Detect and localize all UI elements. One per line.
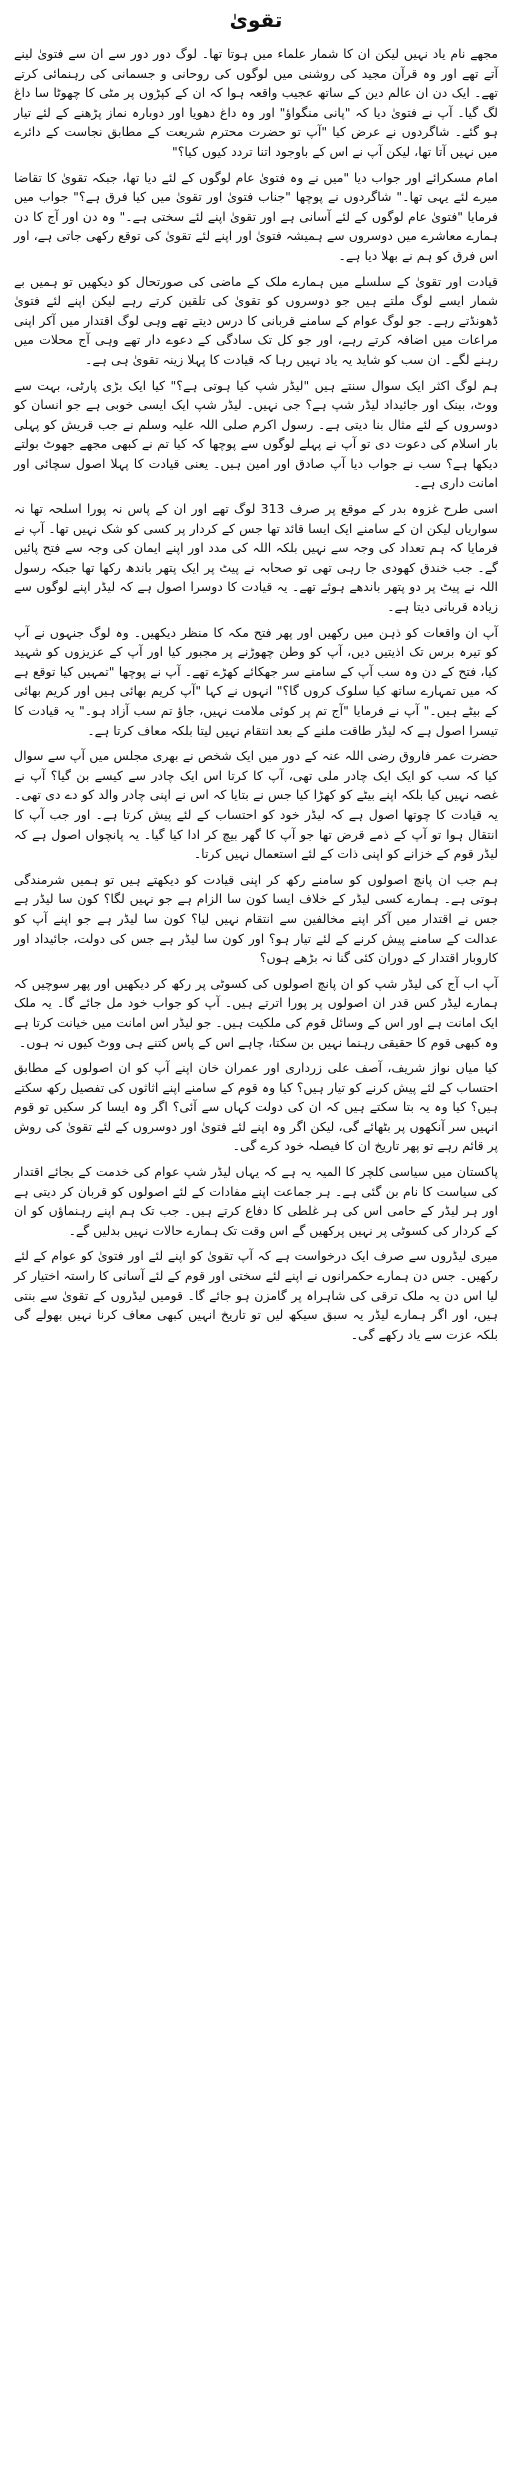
article-paragraph: قیادت اور تقویٰ کے سلسلے میں ہمارے ملک کے ماضی کی صورتحال کو دیکھیں تو ہمیں بے شمار ایسے لوگ ملتے ہیں جو دوسروں کو تقویٰ کی تلقین کرتے رہے لیکن اپنے لئے فتویٰ ڈھونڈتے رہے۔ جو لوگ عوام کے سامنے قربانی کا درس دیتے تھے وہی لوگ اقتدار میں آکر اپنی مراعات میں اضافہ کرتے رہے، اور جو کل تک سادگی کے دعوے دار تھے وہی آج محلات میں رہنے لگے۔ ان سب کو شاید یہ یاد نہیں رہا کہ قیادت کا پہلا زینہ تقویٰ ہی ہے۔: [14, 273, 498, 367]
article-paragraph: میری لیڈروں سے صرف ایک درخواست ہے کہ آپ تقویٰ کو اپنے لئے اور فتویٰ کو عوام کے لئے رکھیں۔ جس دن ہمارے حکمرانوں نے اپنے لئے سختی اور قوم کے لئے آسانی کا راستہ اختیار کر لیا اس دن یہ ملک ترقی کی شاہراہ پر گامزن ہو جائے گا۔ قومیں لیڈروں کے تقویٰ سے بنتی ہیں، اور اگر ہمارے لیڈر یہ سبق سیکھ لیں تو تاریخ انہیں کبھی معاف کرنا نہیں بھولے گی بلکہ عزت سے یاد رکھے گی۔: [14, 1248, 498, 1342]
article-title: تقویٰ: [229, 8, 283, 32]
article-paragraph: کیا میاں نواز شریف، آصف علی زرداری اور عمران خان اپنے آپ کو ان اصولوں کے مطابق احتساب کے لئے پیش کرنے کو تیار ہیں؟ کیا وہ قوم کے سامنے اپنے اثاثوں کی تفصیل رکھ سکتے ہیں؟ کیا وہ یہ بتا سکتے ہیں کہ ان کی دولت کہاں سے آئی؟ اگر وہ ایسا کر سکیں تو قوم انہیں سر آنکھوں پر بٹھائے گی، لیکن اگر وہ اپنے لئے فتویٰ اور دوسروں کے لئے تقویٰ کی روش پر قائم رہے تو پھر تاریخ ان کا فیصلہ خود کرے گی۔: [14, 1060, 498, 1154]
article-paragraph: ہم لوگ اکثر ایک سوال سنتے ہیں "لیڈر شپ کیا ہوتی ہے؟" کیا ایک بڑی پارٹی، بہت سے ووٹ، بینک اور جائیداد لیڈر شپ ہے؟ جی نہیں۔ لیڈر شپ ایک ایسی خوبی ہے جو انسان کو دوسروں کے لئے مثال بنا دیتی ہے۔ رسول اکرم صلی اللہ علیہ وسلم نے جب قریش کو پہلی بار اسلام کی دعوت دی تو آپ نے پہلے لوگوں سے پوچھا کہ کیا تم نے کبھی مجھے جھوٹ بولتے دیکھا ہے؟ سب نے جواب دیا آپ صادق اور امین ہیں۔ یعنی قیادت کا پہلا اصول سچائی اور امانت داری ہے۔: [14, 377, 498, 491]
article-body: [14, 44, 498, 1344]
article-paragraph: پاکستان میں سیاسی کلچر کا المیہ یہ ہے کہ یہاں لیڈر شپ عوام کی خدمت کے بجائے اقتدار کی سیاست کا نام بن گئی ہے۔ ہر جماعت اپنے مفادات کے لئے اصولوں کو قربان کر دیتی ہے اور ہر لیڈر کے حامی اس کی ہر غلطی کا دفاع کرتے ہیں۔ جب تک ہم اپنے رہنماؤں کو ان کے کردار کی کسوٹی پر نہیں پرکھیں گے اس وقت تک ہمارے حالات نہیں بدلیں گے۔: [14, 1164, 498, 1238]
article-paragraph: حضرت عمر فاروق رضی اللہ عنہ کے دور میں ایک شخص نے بھری مجلس میں آپ سے سوال کیا کہ سب کو ایک ایک چادر ملی تھی، آپ کا کرتا اس ایک چادر سے کیسے بن گیا؟ آپ نے غصہ نہیں کیا بلکہ اپنے بیٹے کو کھڑا کیا جس نے بتایا کہ اس نے اپنی چادر والد کو دے دی تھی۔ یہ قیادت کا چوتھا اصول ہے کہ لیڈر خود کو احتساب کے لئے پیش کرتا ہے۔ اور جب آپ کا انتقال ہوا تو آپ کے ذمے قرض تھا جو آپ کا گھر بیچ کر ادا کیا گیا۔ یہ پانچواں اصول ہے کہ لیڈر قوم کے خزانے کو اپنی ذات کے لئے استعمال نہیں کرتا۔: [14, 748, 498, 862]
article-paragraph: ہم جب ان پانچ اصولوں کو سامنے رکھ کر اپنی قیادت کو دیکھتے ہیں تو ہمیں شرمندگی ہوتی ہے۔ ہمارے کسی لیڈر کے خلاف ایسا کون سا الزام ہے جو نہیں لگا؟ کون سا لیڈر ہے جس نے اقتدار میں آکر اپنے مخالفین سے انتقام نہیں لیا؟ کون سا لیڈر ہے جو اپنے آپ کو عدالت کے سامنے پیش کرنے کے لئے تیار ہو؟ اور کون سا لیڈر ہے جس کی دولت، جائیداد اور کاروبار اقتدار کے دوران کئی گنا نہ بڑھے ہوں؟: [14, 871, 498, 966]
article-paragraph: مجھے نام یاد نہیں لیکن ان کا شمار علماء میں ہوتا تھا۔ لوگ دور دور سے ان سے فتویٰ لینے آتے تھے اور وہ قرآن مجید کی روشنی میں لوگوں کی روحانی و جسمانی کی رہنمائی کرتے تھے۔ ایک دن ان عالم دین کے ساتھ عجیب واقعہ ہوا کہ ان کے کپڑوں پر مٹی کا چھوٹا سا داغ لگ گیا۔ آپ نے فتویٰ دیا کہ "پانی منگواؤ" اور وہ داغ دھویا اور دوبارہ نماز پڑھنے کے لئے تیار ہو گئے۔ شاگردوں نے عرض کیا "آپ تو حضرت محترم شریعت کے مطابق نجاست کے دائرے میں نہیں آتا تھا، لیکن آپ نے اس کے باوجود اتنا تردد کیوں کیا؟": [14, 46, 498, 159]
article-paragraph: امام مسکرائے اور جواب دیا "میں نے وہ فتویٰ عام لوگوں کے لئے دیا تھا، جبکہ تقویٰ کا تقاضا میرے لئے یہی تھا۔" شاگردوں نے پوچھا "جناب فتویٰ اور تقویٰ میں کیا فرق ہے؟" جواب میں فرمایا "فتویٰ عام لوگوں کے لئے آسانی ہے اور تقویٰ اپنے لئے سختی ہے۔" وہ دن اور آج کا دن ہمارے معاشرے میں دوسروں سے ہمیشہ فتویٰ اور اپنے لئے تقویٰ کی توقع رکھی جاتی ہے، اور اس فرق کو ہم نے بھلا دیا ہے۔: [14, 169, 498, 263]
article-paragraph: آپ ان واقعات کو ذہن میں رکھیں اور پھر فتح مکہ کا منظر دیکھیں۔ وہ لوگ جنہوں نے آپ کو تیرہ برس تک اذیتیں دیں، آپ کو وطن چھوڑنے پر مجبور کیا اور آپ کے عزیزوں کو شہید کیا، فتح کے دن وہ سب آپ کے سامنے سر جھکائے کھڑے تھے۔ آپ نے پوچھا "تمہیں کیا توقع ہے کہ میں تمہارے ساتھ کیا سلوک کروں گا؟" انہوں نے کہا "آپ کریم بھائی ہیں اور کریم بھائی کے بیٹے ہیں۔" آپ نے فرمایا "آج تم پر کوئی ملامت نہیں، جاؤ تم سب آزاد ہو۔" یہ قیادت کا تیسرا اصول ہے کہ لیڈر طاقت ملنے کے بعد انتقام نہیں لیتا بلکہ معاف کرتا ہے۔: [14, 624, 498, 738]
article-paragraph: اسی طرح غزوہ بدر کے موقع پر صرف 313 لوگ تھے اور ان کے پاس نہ پورا اسلحہ تھا نہ سواریاں لیکن ان کے سامنے ایک ایسا قائد تھا جس کے کردار پر کسی کو شک نہیں تھا۔ آپ نے فرمایا کہ ہم تعداد کی وجہ سے نہیں بلکہ اللہ کی مدد اور اپنے ایمان کی وجہ سے فتح پائیں گے۔ جب خندق کھودی جا رہی تھی تو صحابہ نے پیٹ پر ایک پتھر باندھ رکھا تھا جبکہ رسول اللہ نے پیٹ پر دو پتھر باندھے ہوئے تھے۔ یہ قیادت کا دوسرا اصول ہے کہ لیڈر اپنے لوگوں سے زیادہ قربانی دیتا ہے۔: [14, 501, 498, 615]
article-paragraph: آپ اب آج کی لیڈر شپ کو ان پانچ اصولوں کی کسوٹی پر رکھ کر دیکھیں اور پھر سوچیں کہ ہمارے لیڈر کس قدر ان اصولوں پر پورا اترتے ہیں۔ آپ کو جواب خود مل جائے گا۔ یہ ملک ایک امانت ہے اور اس کے وسائل قوم کی ملکیت ہیں۔ جو لیڈر اس امانت میں خیانت کرتا ہے وہ کبھی قوم کا حقیقی رہنما نہیں بن سکتا، چاہے اس کے پاس کتنے ہی ووٹ کیوں نہ ہوں۔: [14, 975, 498, 1050]
